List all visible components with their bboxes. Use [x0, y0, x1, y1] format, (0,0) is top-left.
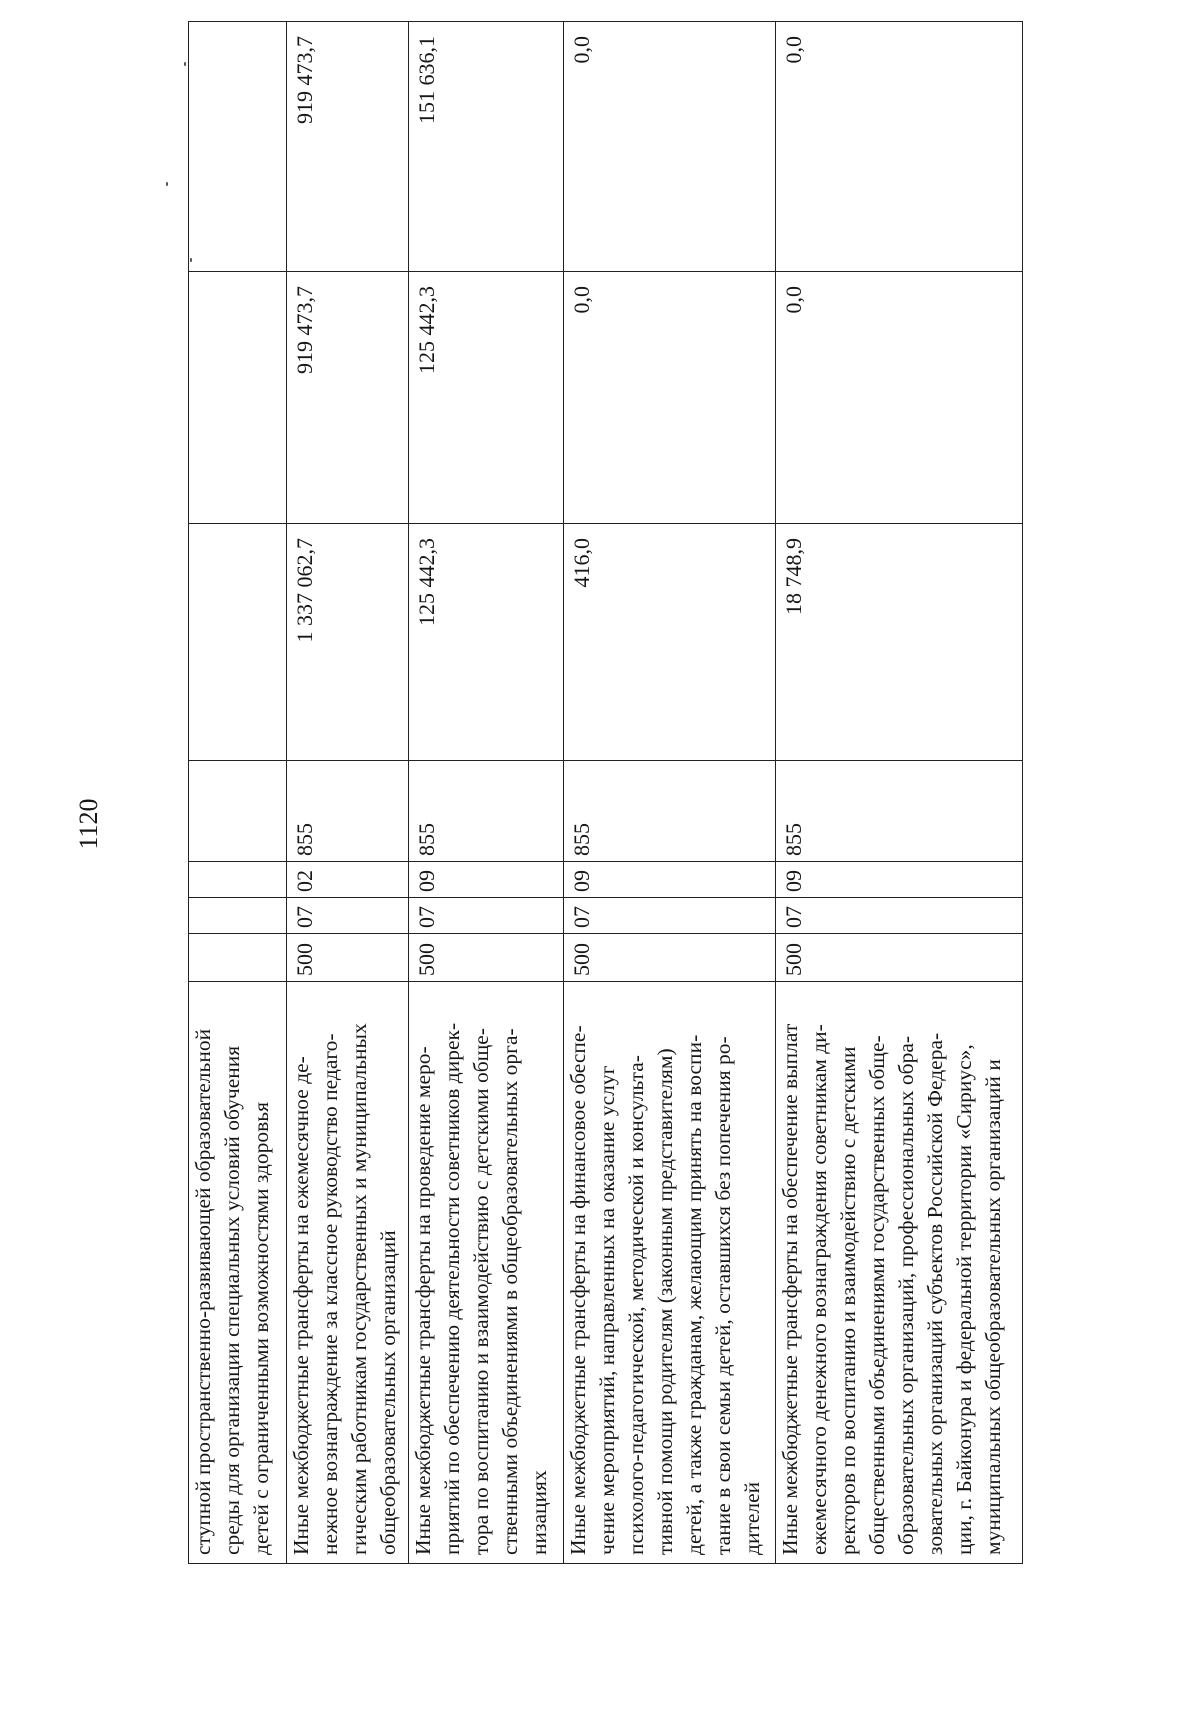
code-cell-3	[409, 862, 564, 898]
code-cell-4-value	[189, 765, 191, 856]
description-line: муниципальных общеобразовательных организаций и	[981, 1059, 1005, 1555]
row-description	[776, 982, 1023, 1564]
amount-cell-2-value: 125 442,3	[414, 286, 439, 374]
description-line: тора по воспитанию и взаимодействию с детскими обще-	[469, 1028, 493, 1555]
amount-cell-1	[564, 524, 776, 761]
code-cell-1	[189, 934, 287, 982]
code-cell-2	[287, 898, 409, 934]
code-cell-2	[776, 898, 1023, 934]
code-cell-4	[564, 761, 776, 862]
description-line: нежное вознаграждение за классное руководство педаго-	[318, 1033, 342, 1555]
amount-cell-2	[564, 272, 776, 524]
description-line: Иные межбюджетные трансферты на обеспечение выплат	[778, 1023, 802, 1555]
amount-cell-3	[564, 22, 776, 272]
description-line: психолого-педагогической, методической и консульта-	[624, 1055, 648, 1555]
amount-cell-2-value	[189, 286, 191, 519]
code-cell-4	[776, 761, 1023, 862]
code-cell-3	[189, 862, 287, 898]
description-line: детей, а также гражданам, желающим принять на воспи-	[682, 1034, 706, 1555]
amount-cell-1-value	[189, 538, 191, 756]
table-row	[564, 22, 776, 1564]
amount-cell-2-value: 0,0	[781, 286, 806, 314]
description-line: Иные межбюджетные трансферты на финансовое обеспе-	[566, 1025, 590, 1555]
amount-cell-2-value: 919 473,7	[292, 286, 317, 374]
code-cell-4-value: 855	[292, 823, 317, 856]
description-line: зовательных организаций субъектов Российской Федера-	[923, 1032, 947, 1555]
amount-cell-1-value: 416,0	[569, 538, 594, 588]
code-cell-3-value: 02	[292, 870, 317, 892]
amount-cell-1-value: 125 442,3	[414, 538, 439, 626]
amount-cell-2	[287, 272, 409, 524]
code-cell-1-value: 500	[414, 943, 439, 976]
description-line: дителей	[740, 1481, 764, 1555]
code-cell-2-value: 07	[569, 906, 594, 928]
description-line: среды для организации специальных условий обучения	[220, 1045, 244, 1555]
description-line: Иные межбюджетные трансферты на ежемесячное де-	[289, 1056, 313, 1555]
code-cell-1	[287, 934, 409, 982]
code-cell-4-value: 855	[569, 823, 594, 856]
code-cell-4	[409, 761, 564, 862]
code-cell-2	[409, 898, 564, 934]
amount-cell-3	[287, 22, 409, 272]
amount-cell-1	[409, 524, 564, 761]
description-line: гическим работникам государственных и муниципальных	[347, 1023, 371, 1555]
description-line: Иные межбюджетные трансферты на проведение меро-	[411, 1046, 435, 1555]
amount-cell-3	[776, 22, 1023, 272]
code-cell-3-value: 09	[781, 870, 806, 892]
description-line: тивной помощи родителям (законным представителям)	[653, 1048, 677, 1555]
amount-cell-1-value: 18 748,9	[781, 538, 806, 615]
amount-cell-3	[409, 22, 564, 272]
description-line: тание в свои семьи детей, оставшихся без попечения ро-	[711, 1036, 735, 1555]
amount-cell-3-value: 919 473,7	[292, 36, 317, 124]
code-cell-3	[564, 862, 776, 898]
code-cell-4	[189, 761, 287, 862]
description-line: низациях	[527, 1470, 551, 1555]
code-cell-1-value: 500	[292, 943, 317, 976]
code-cell-1	[776, 934, 1023, 982]
scan-artifact	[166, 182, 168, 186]
description-line: приятий по обеспечению деятельности советников дирек-	[440, 1022, 464, 1555]
code-cell-4-value: 855	[414, 823, 439, 856]
amount-cell-2-value: 0,0	[569, 286, 594, 314]
code-cell-3-value	[189, 866, 191, 892]
amount-cell-3	[189, 22, 287, 272]
amount-cell-3-value: 0,0	[569, 36, 594, 64]
amount-cell-3-value: 0,0	[781, 36, 806, 64]
code-cell-2-value: 07	[781, 906, 806, 928]
code-cell-1-value: 500	[569, 943, 594, 976]
table-row	[287, 22, 409, 1564]
table-row	[776, 22, 1023, 1564]
description-line: чение мероприятий, направленных на оказание услуг	[595, 1065, 619, 1555]
code-cell-3	[287, 862, 409, 898]
description-line: образовательных организаций, профессиональных обра-	[894, 1035, 918, 1555]
amount-cell-2	[409, 272, 564, 524]
code-cell-1-value	[189, 938, 191, 976]
table-row	[409, 22, 564, 1564]
scan-artifact	[184, 62, 186, 66]
code-cell-1	[564, 934, 776, 982]
description-line: ежемесячного денежного вознаграждения советникам ди-	[807, 1024, 831, 1555]
code-cell-2	[189, 898, 287, 934]
row-description	[564, 982, 776, 1564]
code-cell-3	[776, 862, 1023, 898]
code-cell-2-value: 07	[414, 906, 439, 928]
amount-cell-2	[776, 272, 1023, 524]
amount-cell-1-value: 1 337 062,7	[292, 538, 317, 643]
budget-table	[188, 21, 1023, 1564]
code-cell-3-value: 09	[414, 870, 439, 892]
page-number: 1120	[74, 798, 103, 850]
description-line: ступной пространственно-развивающей образовательной	[191, 1028, 215, 1555]
code-cell-1-value: 500	[781, 943, 806, 976]
code-cell-4-value: 855	[781, 823, 806, 856]
amount-cell-2	[189, 272, 287, 524]
description-line: общеобразовательных организаций	[376, 1230, 400, 1555]
scan-artifact	[190, 258, 192, 262]
code-cell-3-value: 09	[569, 870, 594, 892]
description-line: ректоров по воспитанию и взаимодействию с детскими	[836, 1046, 860, 1555]
rotated-page-content	[38, 22, 1038, 1564]
code-cell-4	[287, 761, 409, 862]
row-description	[409, 982, 564, 1564]
row-description	[189, 982, 287, 1564]
description-line: детей с ограниченными возможностями здоровья	[249, 1102, 273, 1555]
description-line: ственными объединениями в общеобразовательных орга-	[498, 1028, 522, 1555]
amount-cell-1	[287, 524, 409, 761]
code-cell-1	[409, 934, 564, 982]
code-cell-2-value	[189, 902, 191, 928]
code-cell-2	[564, 898, 776, 934]
table-body	[189, 22, 1023, 1564]
amount-cell-1	[189, 524, 287, 761]
code-cell-2-value: 07	[292, 906, 317, 928]
amount-cell-3-value: 151 636,1	[414, 36, 439, 124]
amount-cell-1	[776, 524, 1023, 761]
row-description	[287, 982, 409, 1564]
description-line: ции, г. Байконура и федеральной территории «Сириус»,	[952, 1044, 976, 1555]
description-line: общественными объединениями государственных обще-	[865, 1035, 889, 1555]
amount-cell-3-value	[189, 36, 191, 267]
table-row	[189, 22, 287, 1564]
